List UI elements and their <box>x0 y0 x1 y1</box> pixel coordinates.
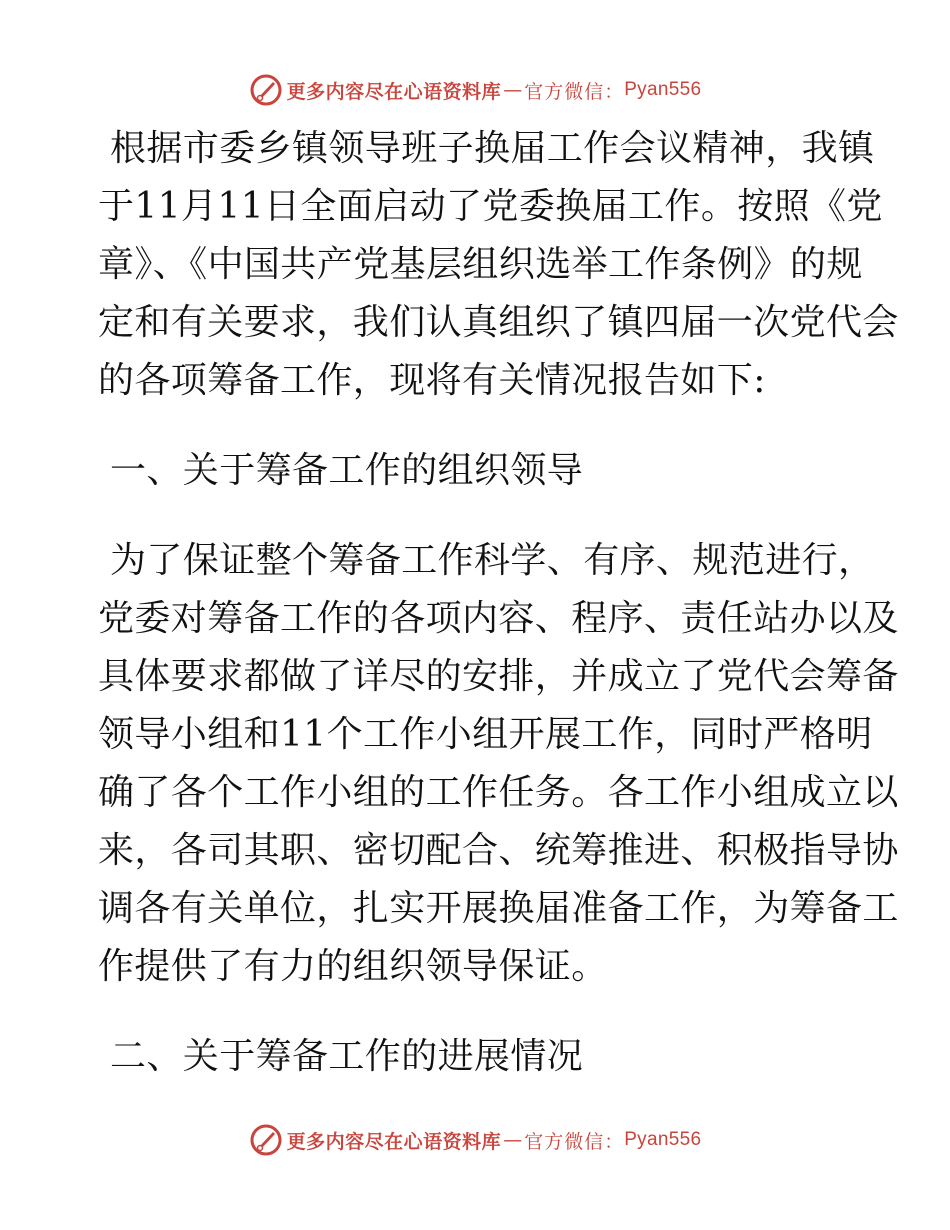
section-heading-one <box>98 442 858 500</box>
banner-dash: — <box>503 79 523 101</box>
paragraph-intro <box>98 120 899 410</box>
section-heading: 一、关于筹备工作的组织领导 <box>110 450 584 491</box>
text-line: 作提供了有力的组织领导保证。 <box>98 946 608 987</box>
text-line: 来，各司其职、密切配合、统筹推进、积极指导协 <box>98 830 899 871</box>
section-heading: 二、关于筹备工作的进展情况 <box>110 1036 584 1077</box>
quill-logo-icon <box>249 1123 283 1157</box>
section-heading-two <box>98 1028 858 1086</box>
document-body <box>98 120 899 1086</box>
banner-sub-text: 官方微信： <box>524 1130 625 1153</box>
text-line: 根据市委乡镇领导班子换届工作会议精神，我镇 <box>110 128 875 169</box>
text-line: 定和有关要求，我们认真组织了镇四届一次党代会 <box>98 302 899 343</box>
text-line: 的各项筹备工作，现将有关情况报告如下: <box>98 360 766 401</box>
paragraph-organization <box>98 532 899 996</box>
text-line: 具体要求都做了详尽的安排，并成立了党代会筹备 <box>98 656 899 697</box>
text-line: 调各有关单位，扎实开展换届准备工作，为筹备工 <box>98 888 899 929</box>
banner-wechat-id: Pyan556 <box>624 1129 702 1150</box>
header-watermark-banner <box>0 70 950 110</box>
banner-dash: — <box>503 1129 523 1151</box>
quill-logo-icon <box>249 73 283 107</box>
text-line: 党委对筹备工作的各项内容、程序、责任站办以及 <box>98 598 899 639</box>
banner-main-text: 更多内容尽在心语资料库 <box>286 80 502 103</box>
text-line: 领导小组和11个工作小组开展工作，同时严格明 <box>98 714 873 755</box>
banner-main-text: 更多内容尽在心语资料库 <box>286 1130 502 1153</box>
text-line: 章》、《中国共产党基层组织选举工作条例》的规 <box>98 244 863 285</box>
text-line: 为了保证整个筹备工作科学、有序、规范进行， <box>110 540 875 581</box>
banner-sub-text: 官方微信： <box>524 80 625 103</box>
text-line: 于11月11日全面启动了党委换届工作。按照《党 <box>98 186 883 227</box>
footer-watermark-banner <box>0 1120 950 1160</box>
text-line: 确了各个工作小组的工作任务。各工作小组成立以 <box>98 772 899 813</box>
banner-wechat-id: Pyan556 <box>624 79 702 100</box>
